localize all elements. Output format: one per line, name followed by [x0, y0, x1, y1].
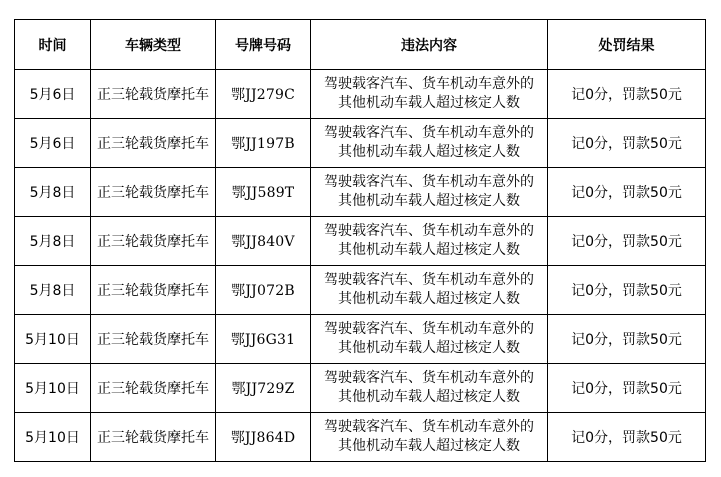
violation-line-1: 驾驶载客汽车、货车机动车意外的 — [324, 419, 534, 435]
violation-line-1: 驾驶载客汽车、货车机动车意外的 — [324, 223, 534, 239]
cell-penalty: 记0分，罚款50元 — [548, 315, 706, 364]
violation-line-1: 驾驶载客汽车、货车机动车意外的 — [324, 125, 534, 141]
header-plate-number: 号牌号码 — [216, 20, 311, 70]
cell-violation — [311, 315, 548, 364]
cell-vehicle-type: 正三轮载货摩托车 — [91, 413, 216, 462]
cell-date: 5月8日 — [15, 217, 91, 266]
violation-line-2: 其他机动车载人超过核定人数 — [338, 438, 520, 454]
cell-penalty: 记0分，罚款50元 — [548, 119, 706, 168]
table-row — [15, 217, 706, 266]
table-row — [15, 364, 706, 413]
violation-line-1: 驾驶载客汽车、货车机动车意外的 — [324, 321, 534, 337]
header-row — [15, 20, 706, 70]
cell-violation — [311, 168, 548, 217]
cell-penalty: 记0分，罚款50元 — [548, 168, 706, 217]
cell-vehicle-type: 正三轮载货摩托车 — [91, 119, 216, 168]
cell-vehicle-type: 正三轮载货摩托车 — [91, 364, 216, 413]
table-row — [15, 70, 706, 119]
violation-line-1: 驾驶载客汽车、货车机动车意外的 — [324, 272, 534, 288]
violations-table — [14, 19, 706, 462]
cell-violation — [311, 413, 548, 462]
violation-line-2: 其他机动车载人超过核定人数 — [338, 144, 520, 160]
cell-penalty: 记0分，罚款50元 — [548, 266, 706, 315]
cell-penalty: 记0分，罚款50元 — [548, 364, 706, 413]
cell-penalty: 记0分，罚款50元 — [548, 413, 706, 462]
cell-vehicle-type: 正三轮载货摩托车 — [91, 315, 216, 364]
violation-line-2: 其他机动车载人超过核定人数 — [338, 193, 520, 209]
cell-date: 5月8日 — [15, 266, 91, 315]
table-row — [15, 119, 706, 168]
table-body — [15, 70, 706, 462]
cell-vehicle-type: 正三轮载货摩托车 — [91, 168, 216, 217]
table-row — [15, 266, 706, 315]
cell-plate: 鄂JJ729Z — [216, 364, 311, 413]
cell-date: 5月8日 — [15, 168, 91, 217]
header-date: 时间 — [15, 20, 91, 70]
cell-vehicle-type: 正三轮载货摩托车 — [91, 217, 216, 266]
cell-violation — [311, 266, 548, 315]
table-row — [15, 413, 706, 462]
violation-line-2: 其他机动车载人超过核定人数 — [338, 95, 520, 111]
table-row — [15, 315, 706, 364]
violation-line-2: 其他机动车载人超过核定人数 — [338, 242, 520, 258]
violation-line-1: 驾驶载客汽车、货车机动车意外的 — [324, 76, 534, 92]
cell-plate: 鄂JJ840V — [216, 217, 311, 266]
cell-violation — [311, 119, 548, 168]
table-header — [15, 20, 706, 70]
cell-plate: 鄂JJ6G31 — [216, 315, 311, 364]
header-vehicle-type: 车辆类型 — [91, 20, 216, 70]
violation-line-1: 驾驶载客汽车、货车机动车意外的 — [324, 370, 534, 386]
cell-penalty: 记0分，罚款50元 — [548, 217, 706, 266]
cell-violation — [311, 70, 548, 119]
cell-date: 5月10日 — [15, 315, 91, 364]
cell-violation — [311, 217, 548, 266]
cell-plate: 鄂JJ864D — [216, 413, 311, 462]
cell-date: 5月10日 — [15, 364, 91, 413]
table-row — [15, 168, 706, 217]
violation-line-2: 其他机动车载人超过核定人数 — [338, 389, 520, 405]
violation-line-2: 其他机动车载人超过核定人数 — [338, 340, 520, 356]
cell-plate: 鄂JJ279C — [216, 70, 311, 119]
cell-date: 5月6日 — [15, 70, 91, 119]
cell-vehicle-type: 正三轮载货摩托车 — [91, 266, 216, 315]
cell-date: 5月10日 — [15, 413, 91, 462]
cell-vehicle-type: 正三轮载货摩托车 — [91, 70, 216, 119]
header-penalty: 处罚结果 — [548, 20, 706, 70]
header-violation: 违法内容 — [311, 20, 548, 70]
cell-date: 5月6日 — [15, 119, 91, 168]
cell-plate: 鄂JJ589T — [216, 168, 311, 217]
cell-plate: 鄂JJ072B — [216, 266, 311, 315]
violation-line-2: 其他机动车载人超过核定人数 — [338, 291, 520, 307]
cell-plate: 鄂JJ197B — [216, 119, 311, 168]
violation-line-1: 驾驶载客汽车、货车机动车意外的 — [324, 174, 534, 190]
cell-violation — [311, 364, 548, 413]
cell-penalty: 记0分，罚款50元 — [548, 70, 706, 119]
